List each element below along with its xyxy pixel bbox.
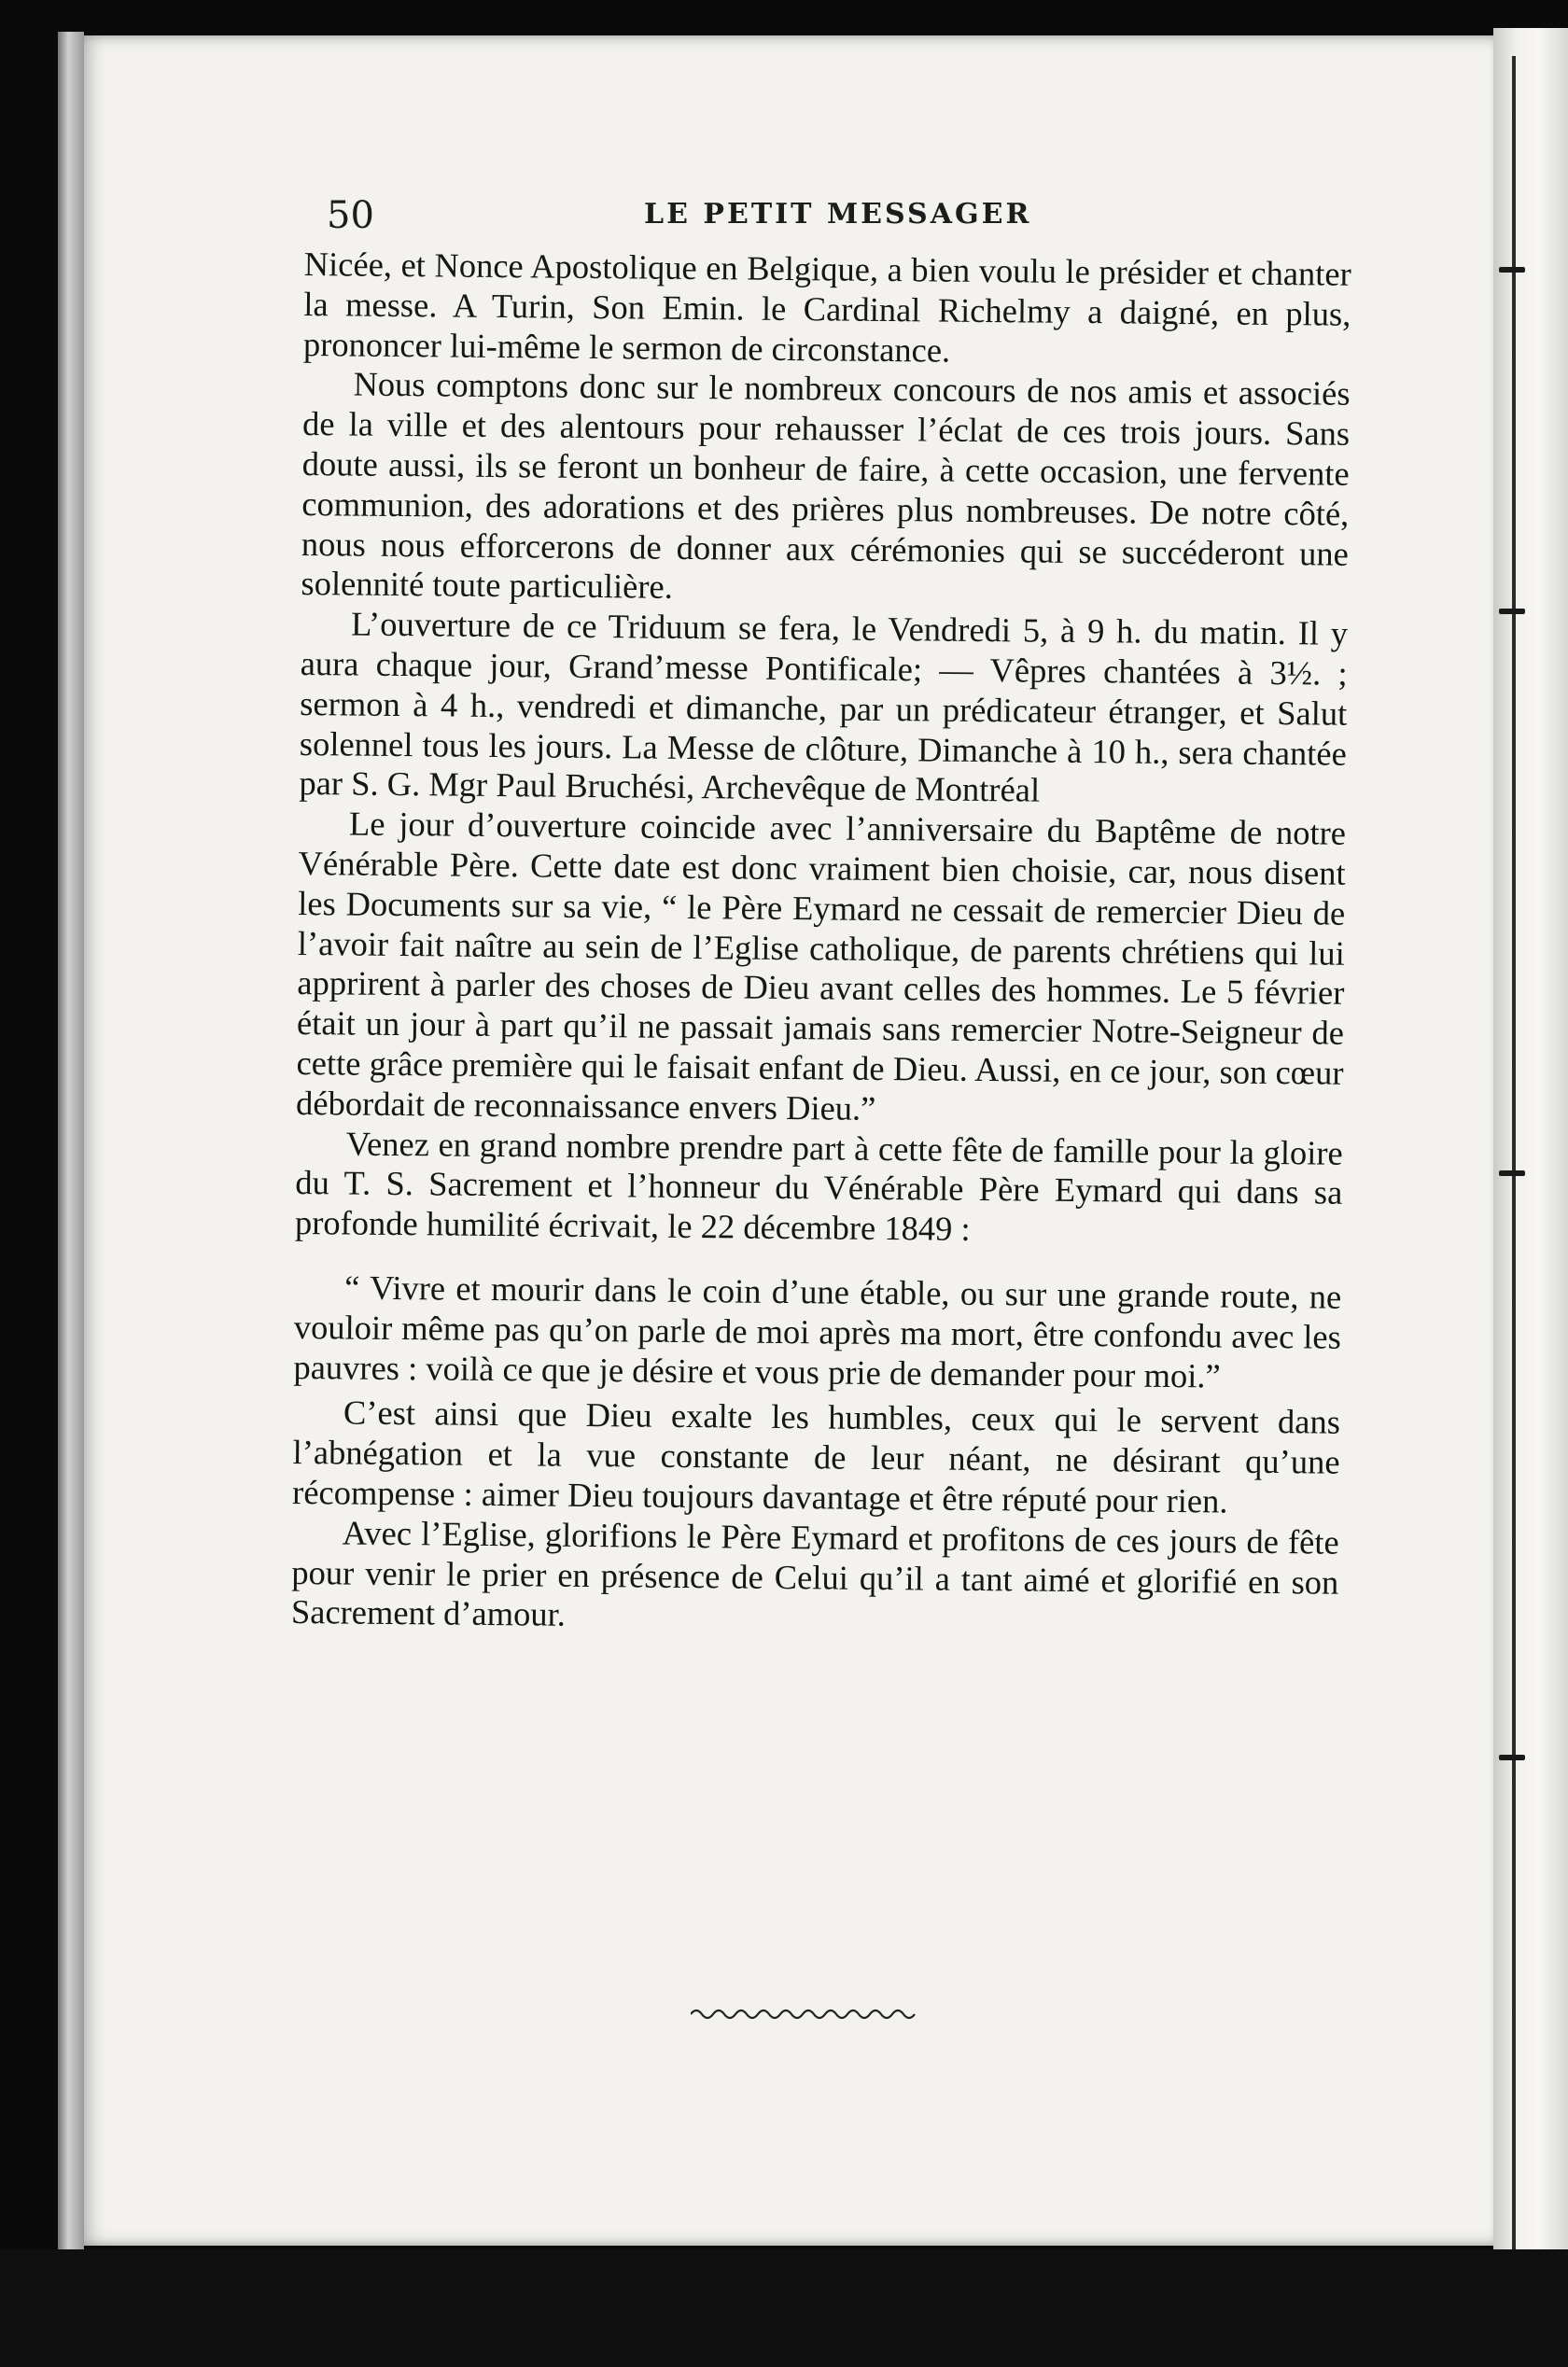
paragraph: C’est ainsi que Dieu exalte les humbles, ceux qui le servent dans l’abnégation et la vue constante de leur néant, ne désirant qu’une récompense : aimer Dieu toujours davantage et être réputé pour rien. <box>291 1393 1341 1520</box>
paragraph: Le jour d’ouverture coincide avec l’anniversaire du Baptême de notre Vénérable Père. Cette date est donc vraiment bien choisie, car, nous disent les Documents sur sa vie, “ le Père Eymard ne cessait de remercier Dieu de l’avoir fait naître au sein de l’Eglise catholique, de parents chrétiens qui lui apprirent à parler des choses de Dieu avant celles des hommes. Le 5 février était un jour à part qu’il ne passait jamais sans remercier Notre-Seigneur de cette grâce première qui le faisait enfant de Dieu. Aussi, en ce jour, son cœur débordait de reconnaissance envers Dieu.” <box>295 804 1347 1127</box>
page-header <box>327 187 1335 243</box>
binding-thread <box>1512 56 1516 2296</box>
quotation: “ Vivre et mourir dans le coin d’une étable, ou sur une grande route, ne vouloir même pas qu’on parle de moi après ma mort, être confondu avec les pauvres : voilà ce que je désire et vous prie de demander pour moi.” <box>293 1268 1342 1394</box>
paragraph: Nicée, et Nonce Apostolique en Belgique, a bien voulu le présider et chanter la messe. A Turin, Son Emin. le Cardinal Richelmy a daigné, en plus, prononcer lui-même le sermon de circonstance. <box>302 245 1351 370</box>
paragraph: Nous comptons donc sur le nombreux concours de nos amis et associés de la ville et des alentours pour rehausser l’éclat de ces trois jours. Sans doute aussi, ils se feront un bonheur de faire, à cette occasion, une fervente communion, des adorations et des prières plus nombreuses. De notre côté, nous nous efforcerons de donner aux cérémonies qui se succéderont une solennité toute particulière. <box>301 364 1351 607</box>
paragraph: L’ouverture de ce Triduum se fera, le Vendredi 5, à 9 h. du matin. Il y aura chaque jour, Grand’messe Pontificale; — Vêpres chantées à 3½. ; sermon à 4 h., vendredi et dimanche, par un prédicateur étranger, et Salut solennel tous les jours. La Messe de clôture, Dimanche à 10 h., sera chantée par S. G. Mgr Paul Bruchési, Archevêque de Montréal <box>299 604 1349 809</box>
book-binding <box>1493 28 1568 2367</box>
scan-border-bottom <box>0 2249 1568 2367</box>
page-number: 50 <box>327 194 374 237</box>
paragraph: Avec l’Eglise, glorifions le Père Eymard et profitons de ces jours de fête pour venir le prier en présence de Celui qu’il a tant aimé et glorifié en son Sacrement d’amour. <box>290 1513 1339 1634</box>
binding-stitch <box>1499 267 1525 273</box>
body-text <box>291 245 1351 1643</box>
end-ornament <box>691 2005 924 2024</box>
binding-stitch <box>1499 1755 1525 1760</box>
page-edge-left <box>58 32 84 2253</box>
running-title: LE PETIT MESSAGER <box>644 198 1032 231</box>
binding-stitch <box>1499 1170 1525 1176</box>
binding-stitch <box>1499 609 1525 614</box>
paragraph: Venez en grand nombre prendre part à cette fête de famille pour la gloire du T. S. Sacrement et l’honneur du Vénérable Père Eymard qui dans sa profonde humilité écrivait, le 22 décembre 1849 : <box>294 1124 1343 1249</box>
